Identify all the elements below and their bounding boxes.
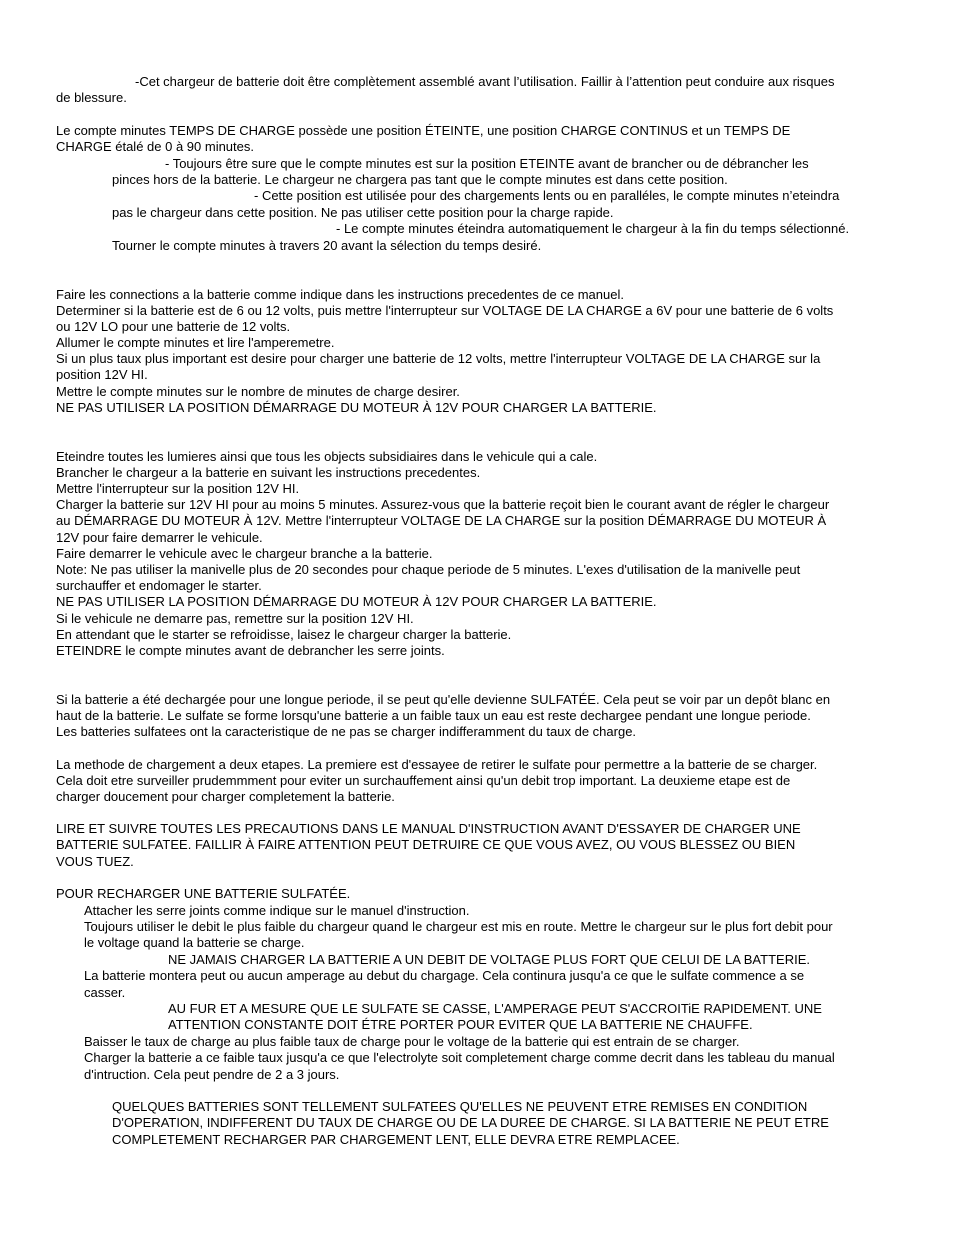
- caution-line: BATTERIE SULFATEE. FAILLIR À FAIRE ATTENTION PEUT DETRUIRE CE QUE VOUS AVEZ, OU VOUS BLESSEZ OU BIEN: [56, 837, 796, 852]
- recharge-step: casser.: [84, 985, 126, 1000]
- starting-note: surchauffer et endomager le starter.: [56, 578, 262, 593]
- final-warning-line: QUELQUES BATTERIES SONT TELLEMENT SULFATEES QU'ELLES NE PEUVENT ETRE REMISES EN CONDITION: [112, 1099, 808, 1114]
- method-paragraph-line: charger doucement pour charger completement la batterie.: [56, 789, 395, 804]
- recharge-step: Attacher les serre joints comme indique sur le manuel d'instruction.: [84, 903, 470, 918]
- starting-line: Mettre l'interrupteur sur la position 12V HI.: [56, 481, 300, 496]
- warning-line: de blessure.: [56, 90, 127, 105]
- sulfate-paragraph-line: haut de la batterie. Le sulfate se forme lorsqu'une batterie a un faible taux un eau est reste dechargee pendant une longue periode.: [56, 708, 811, 723]
- method-paragraph-line: Cela doit etre surveiller prudemmment pour eviter un surchauffement ainsi qu'un debit trop important. La deuxieme etape est de: [56, 773, 791, 788]
- timer-off-text: pinces hors de la batterie. Le chargeur ne chargera pas tant que le compte minutes est dans cette position.: [112, 172, 728, 187]
- starting-line: Si le vehicule ne demarre pas, remettre sur la position 12V HI.: [56, 611, 414, 626]
- caution-line: LIRE ET SUIVRE TOUTES LES PRECAUTIONS DANS LE MANUAL D'INSTRUCTION AVANT D'ESSAYER DE CHARGER UNE: [56, 821, 801, 836]
- starting-line: Faire demarrer le vehicule avec le chargeur branche a la batterie.: [56, 546, 433, 561]
- charging-line: Allumer le compte minutes et lire l'amperemetre.: [56, 335, 335, 350]
- final-warning-line: COMPLETEMENT RECHARGER PAR CHARGEMENT LENT, ELLE DEVRA ETRE REMPLACEE.: [112, 1132, 680, 1147]
- timer-intro: Le compte minutes TEMPS DE CHARGE possède une position ÉTEINTE, une position CHARGE CONTINUS et un TEMPS DE: [56, 123, 791, 138]
- charging-line: Si un plus taux plus important est desire pour charger une batterie de 12 volts, mettre l'interrupteur VOLTAGE DE LA CHARGE sur la: [56, 351, 821, 366]
- starting-line: Brancher le chargeur a la batterie en suivant les instructions precedentes.: [56, 465, 481, 480]
- recharge-step: Toujours utiliser le debit le plus faible du chargeur quand le chargeur est mis en route. Mettre le chargeur sur le plus fort debit pour: [84, 919, 833, 934]
- sulfate-paragraph-line: Les batteries sulfatees ont la caracteristique de ne pas se charger indifferamment du taux de charge.: [56, 724, 637, 739]
- charging-line: Determiner si la batterie est de 6 ou 12 volts, puis mettre l'interrupteur sur VOLTAGE DE LA CHARGE a 6V pour une batterie de 6 volts: [56, 303, 834, 318]
- recharge-step: le voltage quand la batterie se charge.: [84, 935, 305, 950]
- charging-line: ou 12V LO pour une batterie de 12 volts.: [56, 319, 291, 334]
- charging-line: Faire les connections a la batterie comme indique dans les instructions precedentes de ce manuel.: [56, 287, 624, 302]
- recharge-step: Charger la batterie a ce faible taux jusqu'a ce que l'electrolyte soit completement charge comme decrit dans les tableau du manual: [84, 1050, 835, 1065]
- charging-line: Mettre le compte minutes sur le nombre de minutes de charge desirer.: [56, 384, 460, 399]
- timer-auto-text: Tourner le compte minutes à travers 20 avant la sélection du temps desiré.: [112, 238, 542, 253]
- timer-continuous-text: - Cette position est utilisée pour des chargements lents ou en paralléles, le compte minutes n’eteindra: [254, 188, 840, 203]
- starting-line: Charger la batterie sur 12V HI pour au moins 5 minutes. Assurez-vous que la batterie reçoit bien le courant avant de régler le chargeur: [56, 497, 830, 512]
- recharge-step: d'intruction. Cela peut pendre de 2 a 3 jours.: [84, 1067, 340, 1082]
- timer-continuous-text: pas le chargeur dans cette position. Ne pas utiliser cette position pour la charge rapide.: [112, 205, 614, 220]
- starting-line: Eteindre toutes les lumieres ainsi que tous les objects subsidiaires dans le vehicule qui a cale.: [56, 449, 598, 464]
- recharge-heading: POUR RECHARGER UNE BATTERIE SULFATÉE.: [56, 886, 351, 901]
- recharge-warning: NE JAMAIS CHARGER LA BATTERIE A UN DEBIT DE VOLTAGE PLUS FORT QUE CELUI DE LA BATTERIE.: [168, 952, 810, 967]
- recharge-step: Baisser le taux de charge au plus faible taux de charge pour le voltage de la batterie qui est entrain de se charger.: [84, 1034, 740, 1049]
- starting-line: ETEINDRE le compte minutes avant de debrancher les serre joints.: [56, 643, 445, 658]
- starting-note: Note: Ne pas utiliser la manivelle plus de 20 secondes pour chaque periode de 5 minutes. L'exes d'utilisation de la manivelle peut: [56, 562, 801, 577]
- timer-intro: CHARGE étalé de 0 à 90 minutes.: [56, 139, 254, 154]
- method-paragraph-line: La methode de chargement a deux etapes. La premiere est d'essayee de retirer le sulfate pour permettre a la batterie de se charger.: [56, 757, 818, 772]
- starting-line: 12V pour faire demarrer le vehicule.: [56, 530, 263, 545]
- starting-line: au DÉMARRAGE DU MOTEUR À 12V. Mettre l'interrupteur VOLTAGE DE LA CHARGE sur la position DÉMARRAGE DU MOTEUR À: [56, 513, 827, 528]
- recharge-step: La batterie montera peut ou aucun amperage au debut du chargage. Cela continura jusqu'a ce que le sulfate commence a se: [84, 968, 805, 983]
- recharge-warning: ATTENTION CONSTANTE DOIT ÉTRE PORTER POUR EVITER QUE LA BATTERIE NE CHAUFFE.: [168, 1017, 753, 1032]
- warning-line: -Cet chargeur de batterie doit être complètement assemblé avant l’utilisation. Faillir à l’attention peut conduire aux risques: [135, 74, 835, 89]
- final-warning-line: D'OPERATION, INDIFFERENT DU TAUX DE CHARGE OU DE LA DUREE DE CHARGE. SI LA BATTERIE NE PEUT ETRE: [112, 1115, 829, 1130]
- starting-warning: NE PAS UTILISER LA POSITION DÉMARRAGE DU MOTEUR À 12V POUR CHARGER LA BATTERIE.: [56, 594, 657, 609]
- sulfate-paragraph-line: Si la batterie a été dechargée pour une longue periode, il se peut qu'elle devienne SULFATÉE. Cela peut se voir par un depôt blanc en: [56, 692, 831, 707]
- timer-off-text: - Toujours être sure que le compte minutes est sur la position ETEINTE avant de brancher ou de débrancher les: [165, 156, 809, 171]
- charging-warning: NE PAS UTILISER LA POSITION DÉMARRAGE DU MOTEUR À 12V POUR CHARGER LA BATTERIE.: [56, 400, 657, 415]
- timer-auto-text: - Le compte minutes éteindra automatiquement le chargeur à la fin du temps sélectionné.: [336, 221, 850, 236]
- charging-line: position 12V HI.: [56, 367, 148, 382]
- recharge-warning: AU FUR ET A MESURE QUE LE SULFATE SE CASSE, L'AMPERAGE PEUT S'ACCROITiE RAPIDEMENT. UNE: [168, 1001, 822, 1016]
- caution-line: VOUS TUEZ.: [56, 854, 134, 869]
- starting-line: En attendant que le starter se refroidisse, laisez le chargeur charger la batterie.: [56, 627, 512, 642]
